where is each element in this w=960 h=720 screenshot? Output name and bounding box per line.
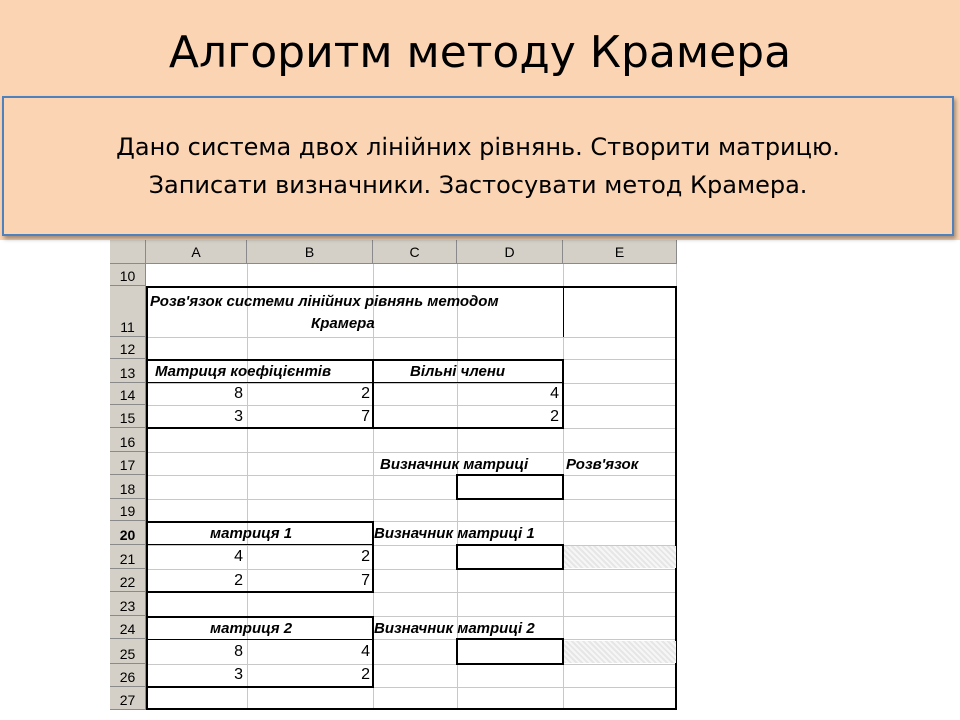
row-header-24[interactable] [110,616,146,639]
row-header-12[interactable] [110,337,146,359]
row-header-23[interactable] [110,592,146,616]
det1-label: Визначник матриці 1 [374,525,535,542]
row-header-16[interactable] [110,428,146,452]
row-number: 13 [119,365,136,381]
task-line-2: Записати визначники. Застосувати метод Крамера. [148,171,808,199]
row-number: 14 [119,387,136,403]
row-number: 11 [120,319,135,335]
det2-result-cell[interactable] [456,638,564,665]
row-number: 27 [119,692,136,708]
matrix1-label: матриця 1 [210,525,293,542]
row-number: 15 [119,410,136,426]
row-header-17[interactable] [110,452,146,475]
row-number: 24 [119,621,136,637]
cell-a15[interactable]: 3 [234,408,243,425]
coef-matrix-label: Матриця коефіцієнтів [155,363,332,380]
cell-a22[interactable]: 2 [234,572,243,589]
row-header-18[interactable] [110,475,146,499]
solution2-cell[interactable] [564,641,676,663]
row-number: 10 [119,268,136,284]
det-result-cell[interactable] [456,474,564,500]
cell-d14[interactable]: 4 [550,385,559,402]
column-header-d[interactable]: D [457,240,563,264]
cell-b25[interactable]: 4 [361,643,370,660]
solution1-cell[interactable] [564,546,676,568]
task-line-1: Дано система двох лінійних рівнянь. Створити матрицю. [116,133,840,161]
row-header-21[interactable] [110,545,146,569]
row-number: 17 [119,457,136,473]
row-header-26[interactable] [110,664,146,687]
heading-border [563,286,564,337]
column-header-b[interactable]: B [247,240,373,264]
cell-a21[interactable]: 4 [234,548,243,565]
row-header-20[interactable] [110,521,146,545]
row-header-19[interactable] [110,499,146,521]
column-header-e[interactable]: E [563,240,677,264]
sheet-heading-line1: Розв'язок системи лінійних рівнянь методом [150,293,499,310]
row-number: 16 [119,434,136,450]
cell-a26[interactable]: 3 [234,666,243,683]
cell-b22[interactable]: 7 [361,572,370,589]
matrix2-label: матриця 2 [210,620,293,637]
row-number: 23 [119,598,136,614]
free-terms-label: Вільні члени [410,363,506,380]
row-number: 21 [119,551,136,567]
row-header-15[interactable] [110,405,146,428]
row-header-13[interactable] [110,359,146,383]
matrix1-divider [146,544,373,545]
row-number: 19 [119,503,136,519]
row-number: 18 [119,481,136,497]
column-header-a[interactable]: A [146,240,247,264]
row-header-14[interactable] [110,383,146,405]
cell-b21[interactable]: 2 [361,548,370,565]
row-number: 20 [119,527,136,543]
row-number: 25 [119,646,136,662]
slide-title: Алгоритм методу Крамера [168,27,792,78]
spreadsheet [110,240,677,716]
sheet-corner[interactable] [110,240,146,264]
cell-b15[interactable]: 7 [361,408,370,425]
task-textbox [2,96,954,236]
row-number: 26 [119,669,136,685]
cell-b26[interactable]: 2 [361,666,370,683]
det1-result-cell[interactable] [456,544,564,570]
row-header-11[interactable] [110,286,146,337]
det-label: Визначник матриці [380,456,529,473]
row-header-27[interactable] [110,687,146,710]
column-header-c[interactable]: C [373,240,457,264]
cell-d15[interactable]: 2 [550,408,559,425]
matrix2-divider [146,639,373,640]
cell-a14[interactable]: 8 [234,385,243,402]
cell-a25[interactable]: 8 [234,643,243,660]
sheet-heading-line2: Крамера [311,315,375,332]
det2-label: Визначник матриці 2 [374,620,535,637]
row-header-25[interactable] [110,639,146,664]
solution-label: Розв'язок [566,456,639,473]
row-number: 22 [119,574,136,590]
row-number: 12 [119,341,136,357]
row-header-10[interactable] [110,264,146,286]
row-header-22[interactable] [110,569,146,592]
cell-b14[interactable]: 2 [361,385,370,402]
